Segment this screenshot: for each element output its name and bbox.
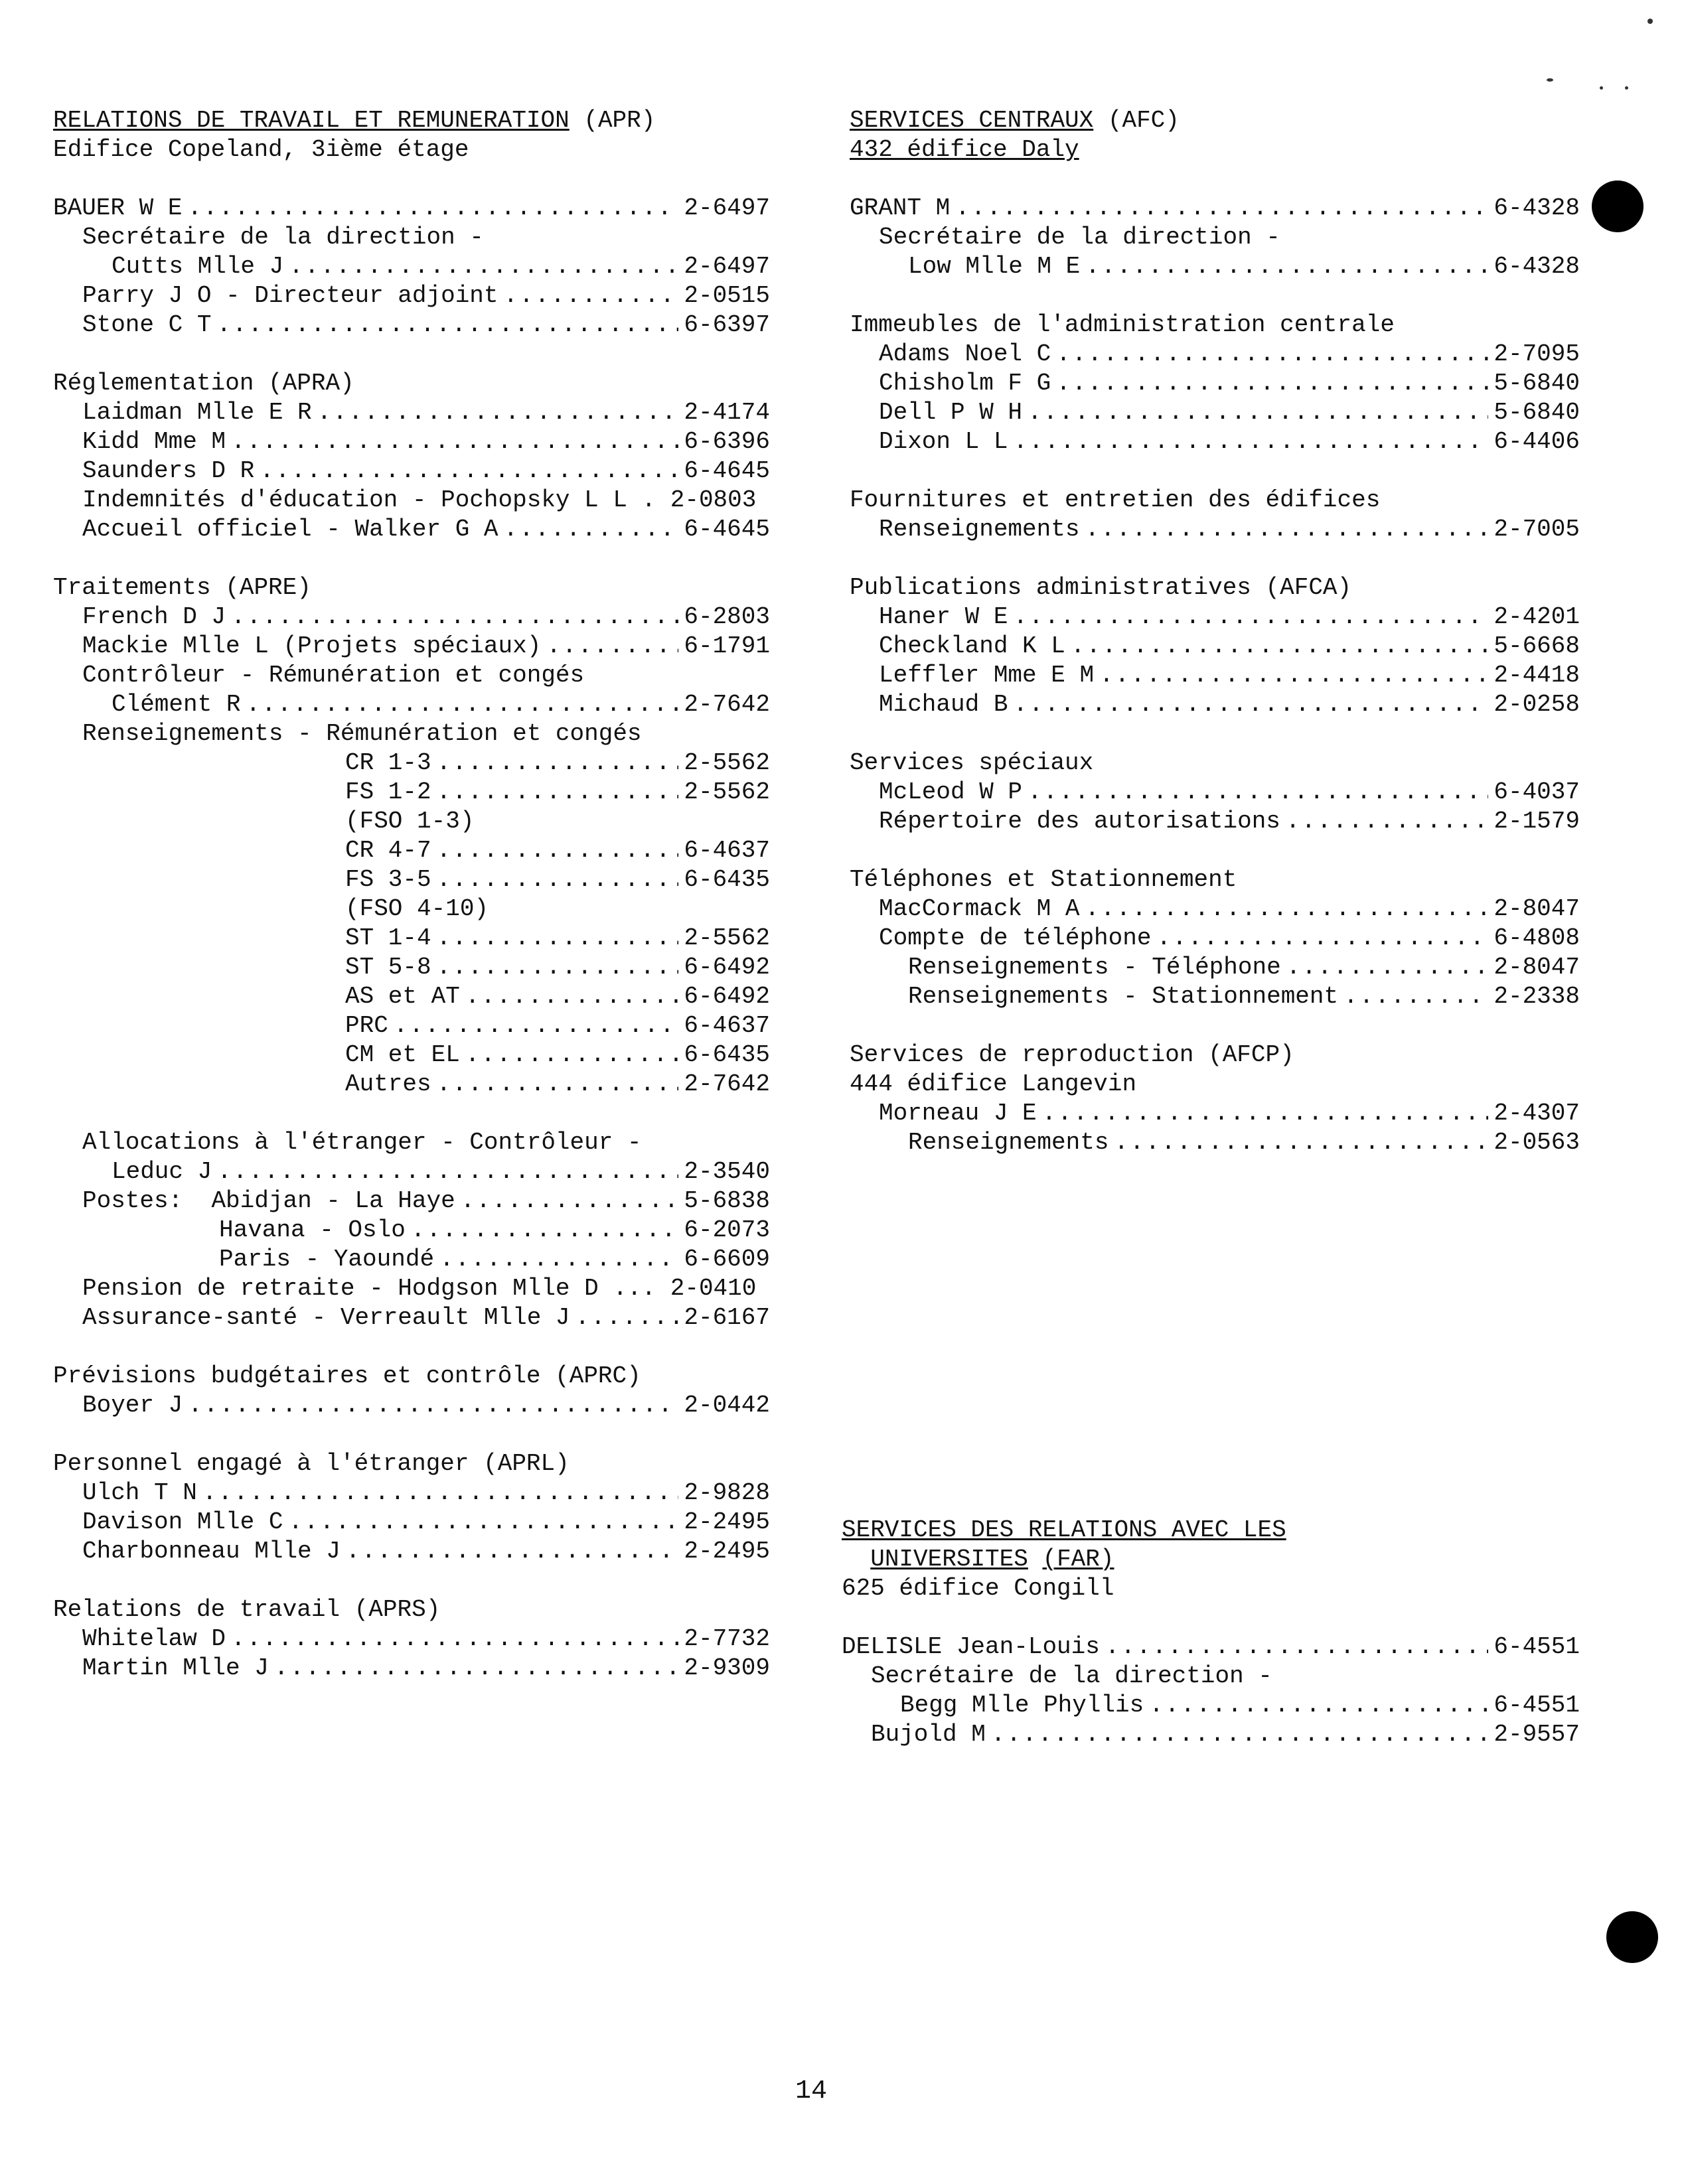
- group-heading: Services spéciaux: [850, 749, 1094, 776]
- scan-speck: [1647, 19, 1653, 24]
- directory-row: Martin Mlle J ..... 2-9309: [53, 1654, 770, 1683]
- phone-number: 6-4645: [684, 516, 770, 543]
- directory-label: Secrétaire de la direction -: [879, 224, 1280, 251]
- group-afcp: [850, 1041, 1580, 1157]
- group-apre: [53, 573, 770, 1333]
- phone-number: 6-6492: [684, 954, 770, 981]
- phone-number: 2-4201: [1493, 603, 1580, 630]
- punch-hole-top: [1592, 181, 1644, 232]
- phone-number: 5-6838: [684, 1187, 770, 1214]
- phone-number: 6-4645: [684, 457, 770, 484]
- directory-row: CM et EL ..... 6-6435: [53, 1041, 770, 1070]
- directory-label: (FSO 4-10): [345, 895, 489, 922]
- group-aprc: [53, 1362, 770, 1420]
- phone-number: 5-6668: [1493, 632, 1580, 660]
- group-fournitures: [850, 486, 1580, 544]
- directory-row: Compte de téléphone ..... 6-4808: [850, 924, 1580, 953]
- directory-row: Checkland K L ..... 5-6668: [850, 632, 1580, 661]
- group-aprl: [53, 1449, 770, 1566]
- directory-row: French D J ..... 6-2803: [53, 603, 770, 632]
- section-title-text: RELATIONS DE TRAVAIL ET REMUNERATION: [53, 107, 570, 134]
- group-apr-head: [53, 194, 770, 340]
- directory-row: Michaud B ..... 2-0258: [850, 690, 1580, 719]
- directory-row: Leffler Mme E M ..... 2-4418: [850, 661, 1580, 690]
- left-column: [53, 106, 770, 1683]
- scan-speck: [1547, 78, 1553, 82]
- scan-speck: [1625, 86, 1628, 90]
- phone-number: 5-6840: [1493, 399, 1580, 426]
- phone-number: 2-0442: [684, 1392, 770, 1419]
- phone-number: 6-4808: [1493, 924, 1580, 952]
- postes-label: Postes:: [82, 1187, 183, 1214]
- directory-row: Bujold M ..... 2-9557: [842, 1720, 1580, 1749]
- directory-row: FS 1-2 ..... 2-5562: [53, 778, 770, 807]
- page-number: 14: [795, 2076, 828, 2106]
- directory-row: Assurance-santé - Verreault Mlle J ..... 2-6167: [53, 1303, 770, 1333]
- phone-number: 2-7005: [1493, 516, 1580, 543]
- section-title-code: (APR): [583, 107, 656, 134]
- section-location: 432 édifice Daly: [850, 136, 1079, 163]
- group-heading: Traitements (APRE): [53, 574, 311, 601]
- directory-row: Répertoire des autorisations ..... 2-1579: [850, 807, 1580, 836]
- group-telephones: [850, 865, 1580, 1011]
- directory-row: Boyer J ..... 2-0442: [53, 1391, 770, 1420]
- phone-number: 6-4328: [1493, 253, 1580, 280]
- section-title-far-line2: [842, 1545, 1580, 1574]
- phone-number: 6-6397: [684, 311, 770, 338]
- directory-row: ST 5-8 ..... 6-6492: [53, 953, 770, 982]
- punch-hole-bottom: [1606, 1911, 1658, 1963]
- group-aprs: [53, 1595, 770, 1683]
- directory-row: AS et AT ..... 6-6492: [53, 982, 770, 1011]
- directory-label: Contrôleur - Rémunération et congés: [82, 662, 585, 689]
- phone-number: 2-4418: [1493, 662, 1580, 689]
- section-title-text: SERVICES CENTRAUX: [850, 107, 1094, 134]
- directory-row: Davison Mlle C ..... 2-2495: [53, 1508, 770, 1537]
- directory-row: FS 3-5 ..... 6-6435: [53, 865, 770, 895]
- phone-number: 2-6497: [684, 194, 770, 222]
- phone-number: 6-1791: [684, 632, 770, 660]
- group-heading: Services de reproduction (AFCP): [850, 1041, 1294, 1068]
- group-immeubles: [850, 311, 1580, 457]
- group-heading: Publications administratives (AFCA): [850, 574, 1352, 601]
- section-location: 625 édifice Congill: [842, 1575, 1114, 1602]
- directory-row: Dell P W H ..... 5-6840: [850, 398, 1580, 427]
- phone-number: 2-2495: [684, 1538, 770, 1565]
- section-title-afc: [850, 106, 1580, 135]
- phone-number: 6-6435: [684, 866, 770, 893]
- directory-row: GRANT M ..... 6-4328: [850, 194, 1580, 223]
- phone-number: 2-5562: [684, 749, 770, 776]
- phone-number: 6-4637: [684, 1012, 770, 1039]
- group-heading: Téléphones et Stationnement: [850, 866, 1237, 893]
- directory-row: Autres ..... 2-7642: [53, 1070, 770, 1099]
- directory-row: Pension de retraite - Hodgson Mlle D ... 2-0410: [82, 1275, 757, 1302]
- phone-number: 2-1579: [1493, 808, 1580, 835]
- directory-row: McLeod W P ..... 6-4037: [850, 778, 1580, 807]
- section-title-apr: [53, 106, 770, 135]
- directory-row: Paris - Yaoundé ..... 6-6609: [53, 1245, 770, 1274]
- section-title-text: SERVICES DES RELATIONS AVEC LES: [842, 1516, 1286, 1544]
- directory-row: Morneau J E ..... 2-4307: [850, 1099, 1580, 1128]
- directory-row: Leduc J ..... 2-3540: [53, 1157, 770, 1187]
- directory-row: Saunders D R ..... 6-4645: [53, 457, 770, 486]
- directory-row: Accueil officiel - Walker G A ..... 6-4645: [53, 515, 770, 544]
- phone-number: 2-8047: [1493, 954, 1580, 981]
- directory-row: Renseignements - Stationnement ..... 2-2338: [850, 982, 1580, 1011]
- phone-number: 6-4637: [684, 837, 770, 864]
- directory-row: ST 1-4 ..... 2-5562: [53, 924, 770, 953]
- directory-row: PRC ..... 6-4637: [53, 1011, 770, 1041]
- directory-row: Low Mlle M E ..... 6-4328: [850, 252, 1580, 281]
- directory-row: Renseignements ..... 2-0563: [850, 1128, 1580, 1157]
- directory-label: (FSO 1-3): [345, 808, 475, 835]
- section-location: Edifice Copeland, 3ième étage: [53, 136, 469, 163]
- phone-number: 2-0258: [1493, 691, 1580, 718]
- directory-label: Secrétaire de la direction -: [82, 224, 484, 251]
- phone-number: 2-0563: [1493, 1129, 1580, 1156]
- phone-number: 2-2495: [684, 1508, 770, 1536]
- phone-number: 6-4551: [1493, 1633, 1580, 1660]
- directory-row: CR 4-7 ..... 6-4637: [53, 836, 770, 865]
- directory-label: Secrétaire de la direction -: [871, 1662, 1272, 1690]
- directory-row: Havana - Oslo ..... 6-2073: [53, 1216, 770, 1245]
- group-afc-head: [850, 194, 1580, 281]
- section-far: [842, 1516, 1580, 1749]
- directory-row: Kidd Mme M ..... 6-6396: [53, 427, 770, 457]
- phone-number: 2-5562: [684, 924, 770, 952]
- group-afca: [850, 573, 1580, 719]
- directory-row: Renseignements ..... 2-7005: [850, 515, 1580, 544]
- group-heading: Immeubles de l'administration centrale: [850, 311, 1395, 338]
- group-location: 444 édifice Langevin: [850, 1070, 1137, 1098]
- group-heading: Relations de travail (APRS): [53, 1596, 441, 1623]
- group-heading: Personnel engagé à l'étranger (APRL): [53, 1450, 570, 1477]
- directory-label: Renseignements - Rémunération et congés: [82, 720, 642, 747]
- directory-row: Stone C T ..... 6-6397: [53, 311, 770, 340]
- phone-number: 2-0803: [670, 486, 757, 514]
- directory-row: MacCormack M A ..... 2-8047: [850, 895, 1580, 924]
- directory-row: Chisholm F G ..... 5-6840: [850, 369, 1580, 398]
- directory-row: Charbonneau Mlle J ..... 2-2495: [53, 1537, 770, 1566]
- section-title-code: (FAR): [1042, 1546, 1114, 1573]
- phone-number: 2-0515: [684, 282, 770, 309]
- group-apra: [53, 369, 770, 544]
- phone-number: 6-4328: [1493, 194, 1580, 222]
- phone-number: 6-6396: [684, 428, 770, 455]
- group-heading: Prévisions budgétaires et contrôle (APRC): [53, 1362, 641, 1390]
- phone-number: 6-2803: [684, 603, 770, 630]
- directory-row: Dixon L L ..... 6-4406: [850, 427, 1580, 457]
- phone-number: 2-6167: [684, 1304, 770, 1331]
- section-title-code: (AFC): [1107, 107, 1180, 134]
- phone-number: 6-6609: [684, 1246, 770, 1273]
- directory-row: Whitelaw D ..... 2-7732: [53, 1625, 770, 1654]
- directory-row: CR 1-3 ..... 2-5562: [53, 749, 770, 778]
- phone-number: 2-4174: [684, 399, 770, 426]
- directory-row: Parry J O - Directeur adjoint ..... 2-0515: [53, 281, 770, 311]
- phone-number: 2-7642: [684, 691, 770, 718]
- phone-number: 6-2073: [684, 1216, 770, 1244]
- phone-number: 2-9557: [1493, 1721, 1580, 1748]
- phone-number: 2-9309: [684, 1654, 770, 1682]
- phone-number: 2-2338: [1493, 983, 1580, 1010]
- section-title-text: UNIVERSITES: [870, 1546, 1028, 1573]
- directory-row: Indemnités d'éducation - Pochopsky L L . 2-0803: [82, 486, 757, 514]
- phone-number: 2-7732: [684, 1625, 770, 1652]
- phone-number: 5-6840: [1493, 370, 1580, 397]
- group-speciaux: [850, 749, 1580, 836]
- directory-row: Renseignements - Téléphone ..... 2-8047: [850, 953, 1580, 982]
- directory-row: BAUER W E ..... 2-6497: [53, 194, 770, 223]
- phone-number: 6-4551: [1493, 1692, 1580, 1719]
- phone-number: 2-9828: [684, 1479, 770, 1506]
- phone-number: 6-6435: [684, 1041, 770, 1068]
- phone-number: 6-4037: [1493, 778, 1580, 806]
- directory-label: Allocations à l'étranger - Contrôleur -: [82, 1129, 642, 1156]
- phone-number: 6-4406: [1493, 428, 1580, 455]
- phone-number: 2-5562: [684, 778, 770, 806]
- directory-row: Postes: Abidjan - La Haye ..... 5-6838: [53, 1187, 770, 1216]
- group-heading: Réglementation (APRA): [53, 370, 354, 397]
- phone-number: 2-6497: [684, 253, 770, 280]
- phone-number: 2-0410: [670, 1275, 757, 1302]
- section-title-far: [842, 1516, 1580, 1545]
- directory-row: Haner W E ..... 2-4201: [850, 603, 1580, 632]
- directory-row: Laidman Mlle E R ..... 2-4174: [53, 398, 770, 427]
- directory-row: Begg Mlle Phyllis ..... 6-4551: [842, 1691, 1580, 1720]
- right-column: [842, 106, 1580, 1749]
- directory-row: DELISLE Jean-Louis ..... 6-4551: [842, 1633, 1580, 1662]
- directory-row: Mackie Mlle L (Projets spéciaux) ..... 6-1791: [53, 632, 770, 661]
- directory-row: Cutts Mlle J ..... 2-6497: [53, 252, 770, 281]
- phone-number: 6-6492: [684, 983, 770, 1010]
- phone-number: 2-7095: [1493, 340, 1580, 368]
- scan-speck: [1600, 86, 1603, 90]
- directory-row: Clément R ..... 2-7642: [53, 690, 770, 719]
- phone-number: 2-4307: [1493, 1100, 1580, 1127]
- phone-number: 2-7642: [684, 1070, 770, 1098]
- phone-number: 2-8047: [1493, 895, 1580, 922]
- directory-row: Adams Noel C ..... 2-7095: [850, 340, 1580, 369]
- directory-row: Ulch T N ..... 2-9828: [53, 1479, 770, 1508]
- phone-number: 2-3540: [684, 1158, 770, 1185]
- group-heading: Fournitures et entretien des édifices: [850, 486, 1381, 514]
